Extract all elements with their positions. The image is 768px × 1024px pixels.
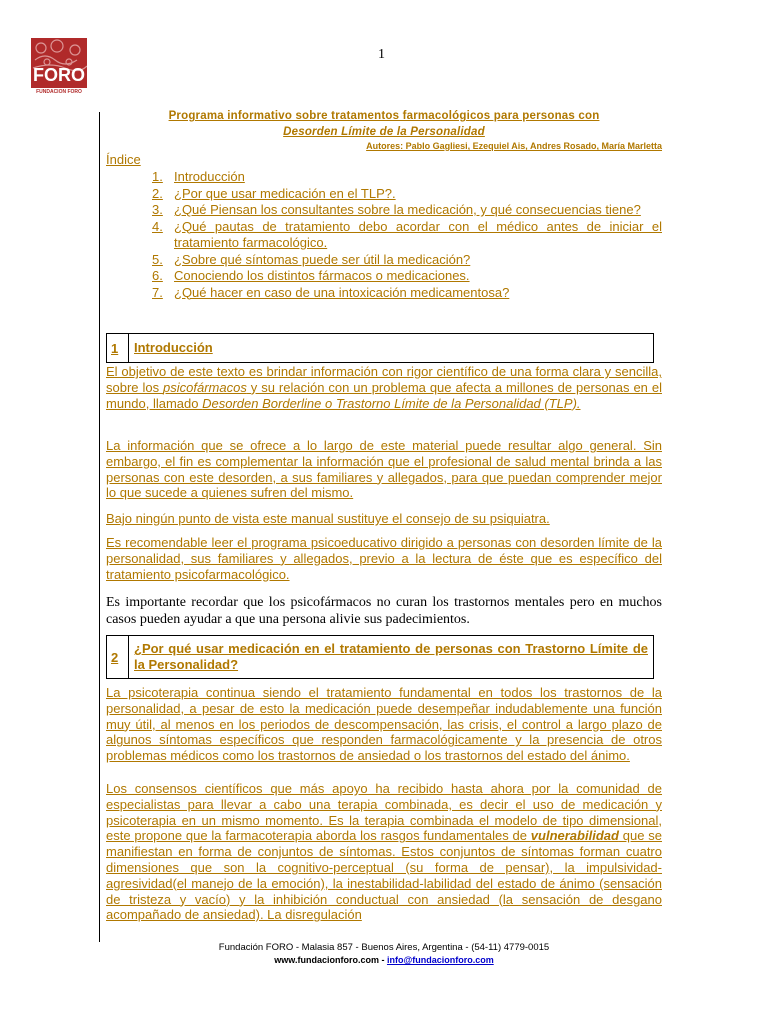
- p1-text-b: y su relación con un problema que afecta a millones de personas en el mundo, llamado: [106, 379, 662, 411]
- toc-num: 3.: [152, 202, 163, 217]
- footer-separator: -: [378, 955, 387, 965]
- p2-text-b: que se manifiestan en forma de conjuntos de síntomas. Estos conjuntos de síntomas forman cuatro dimensiones que son la cognitivo-perceptual (su forma de pensar), la impulsividad-agresividad(el manejo de la emoción), la inestabilidad-labilidad del estado de ánimo (sensación de tristeza y vacío) y la inhibición conductual con ansiedad (la sensación de desgano acompañado de ansiedad). La disregulación: [106, 828, 662, 923]
- section-1-title[interactable]: Introducción: [134, 340, 213, 355]
- toc-num: 6.: [152, 268, 163, 283]
- section-1-number[interactable]: 1: [107, 334, 129, 362]
- toc-item[interactable]: [152, 202, 662, 219]
- toc-num: 1.: [152, 169, 163, 184]
- p1-em-tlp: Desorden Borderline o Trastorno Límite de la Personalidad (TLP).: [202, 395, 581, 411]
- toc-item[interactable]: [152, 252, 662, 269]
- toc-text[interactable]: ¿Sobre qué síntomas puede ser útil la medicación?: [174, 251, 471, 267]
- section-1-heading: [106, 333, 654, 363]
- index-label[interactable]: Índice: [106, 152, 141, 167]
- logo-subtitle: FUNDACION FORO: [36, 89, 82, 95]
- toc-text[interactable]: Conociendo los distintos fármacos o medicaciones.: [174, 268, 470, 283]
- section-1-paragraph-1[interactable]: [106, 364, 662, 411]
- authors: Autores: Pablo Gagliesi, Ezequiel Ais, Andres Rosado, María Marletta: [366, 141, 662, 151]
- toc-num: 7.: [152, 284, 163, 300]
- toc-item[interactable]: [152, 285, 662, 302]
- toc-item[interactable]: [152, 219, 662, 252]
- footer-website[interactable]: www.fundacionforo.com: [274, 955, 379, 965]
- toc-item[interactable]: [152, 169, 662, 186]
- p2-text-a: Los consensos científicos que más apoyo ha recibido hasta ahora por la comunidad de especialistas para llevar a cabo una terapia combinada, es decir el uso de medicación y psicoterapia en un mismo momento. Es la terapia combinada el modelo de tipo dimensional, este propone que la farmacoterapia aborda los rasgos fundamentales de: [106, 781, 662, 844]
- section-2-heading: [106, 635, 654, 679]
- table-of-contents: [152, 169, 662, 301]
- section-2-paragraph-1[interactable]: La psicoterapia continua siendo el tratamiento fundamental en todos los trastornos de la personalidad, a pesar de esto la medicación puede desempeñar indudablemente una función muy útil, al menos en los periodos de descompensación, las crisis, el control a largo plazo de algunos síntomas específicos que responden farmacológicamente y la presencia de otros problemas médicos como los trastornos de ansiedad o los trastornos del estado del ánimo.: [106, 685, 662, 764]
- page-number: 1: [378, 47, 385, 62]
- footer-address: Fundación FORO - Malasia 857 - Buenos Aires, Argentina - (54-11) 4779-0015: [218, 942, 550, 953]
- toc-num: 2.: [152, 185, 163, 201]
- toc-text[interactable]: Introducción: [174, 169, 245, 184]
- toc-item[interactable]: [152, 268, 662, 285]
- section-1-paragraph-2[interactable]: La información que se ofrece a lo largo de este material puede resultar algo general. Sin embargo, el fin es complementar la información que el profesional de salud mental brinda a las personas con este desorden, a sus familiares y allegados, para que puedan comprender mejor lo que sucede a quienes sufren del mismo.: [106, 438, 662, 501]
- p1-text-a: El objetivo de este texto es brindar información con rigor científico de una forma clara y sencilla, sobre los: [106, 364, 662, 395]
- p2-strong-vulnerabilidad: vulnerabilidad: [530, 828, 619, 844]
- foro-logo: [31, 38, 87, 100]
- section-2-paragraph-2[interactable]: [106, 781, 662, 931]
- toc-text[interactable]: ¿Por que usar medicación en el TLP?.: [174, 185, 396, 201]
- p1-em-psicofarmacos: psicofármacos: [163, 379, 247, 395]
- toc-num: 4.: [152, 218, 163, 234]
- toc-item[interactable]: [152, 186, 662, 203]
- toc-text[interactable]: ¿Qué Piensan los consultantes sobre la medicación, y qué consecuencias tiene?: [174, 202, 641, 217]
- document-title-line1: Programa informativo sobre tratamentos farmacológicos para personas con: [168, 110, 600, 122]
- footer-links: [0, 955, 768, 965]
- logo-image: [31, 38, 87, 88]
- document-title-line2: Desorden Límite de la Personalidad: [283, 126, 485, 138]
- toc-text[interactable]: ¿Qué pautas de tratamiento debo acordar con el médico antes de iniciar el tratamiento farmacológico.: [174, 218, 662, 250]
- toc-num: 5.: [152, 251, 163, 267]
- footer-email-link[interactable]: info@fundacionforo.com: [386, 955, 494, 965]
- margin-rule: [99, 112, 100, 942]
- section-1-paragraph-3[interactable]: Bajo ningún punto de vista este manual sustituye el consejo de su psiquiatra.: [106, 511, 550, 526]
- section-2-number[interactable]: 2: [107, 636, 129, 678]
- section-1-paragraph-4[interactable]: Es recomendable leer el programa psicoeducativo dirigido a personas con desorden límite de la personalidad, sus familiares y allegados, previo a la lectura de éste que es específico del tratamiento psicofarmacológico.: [106, 535, 662, 582]
- logo-word: FORO: [33, 65, 85, 85]
- section-1-paragraph-5: Es importante recordar que los psicofármacos no curan los trastornos mentales pero en muchos casos pueden ayudar a que una persona alivie sus padecimientos.: [106, 595, 662, 627]
- section-2-title[interactable]: ¿Por qué usar medicación en el tratamiento de personas con Trastorno Límite de la Personalidad?: [134, 641, 648, 672]
- toc-text[interactable]: ¿Qué hacer en caso de una intoxicación medicamentosa?: [174, 284, 510, 300]
